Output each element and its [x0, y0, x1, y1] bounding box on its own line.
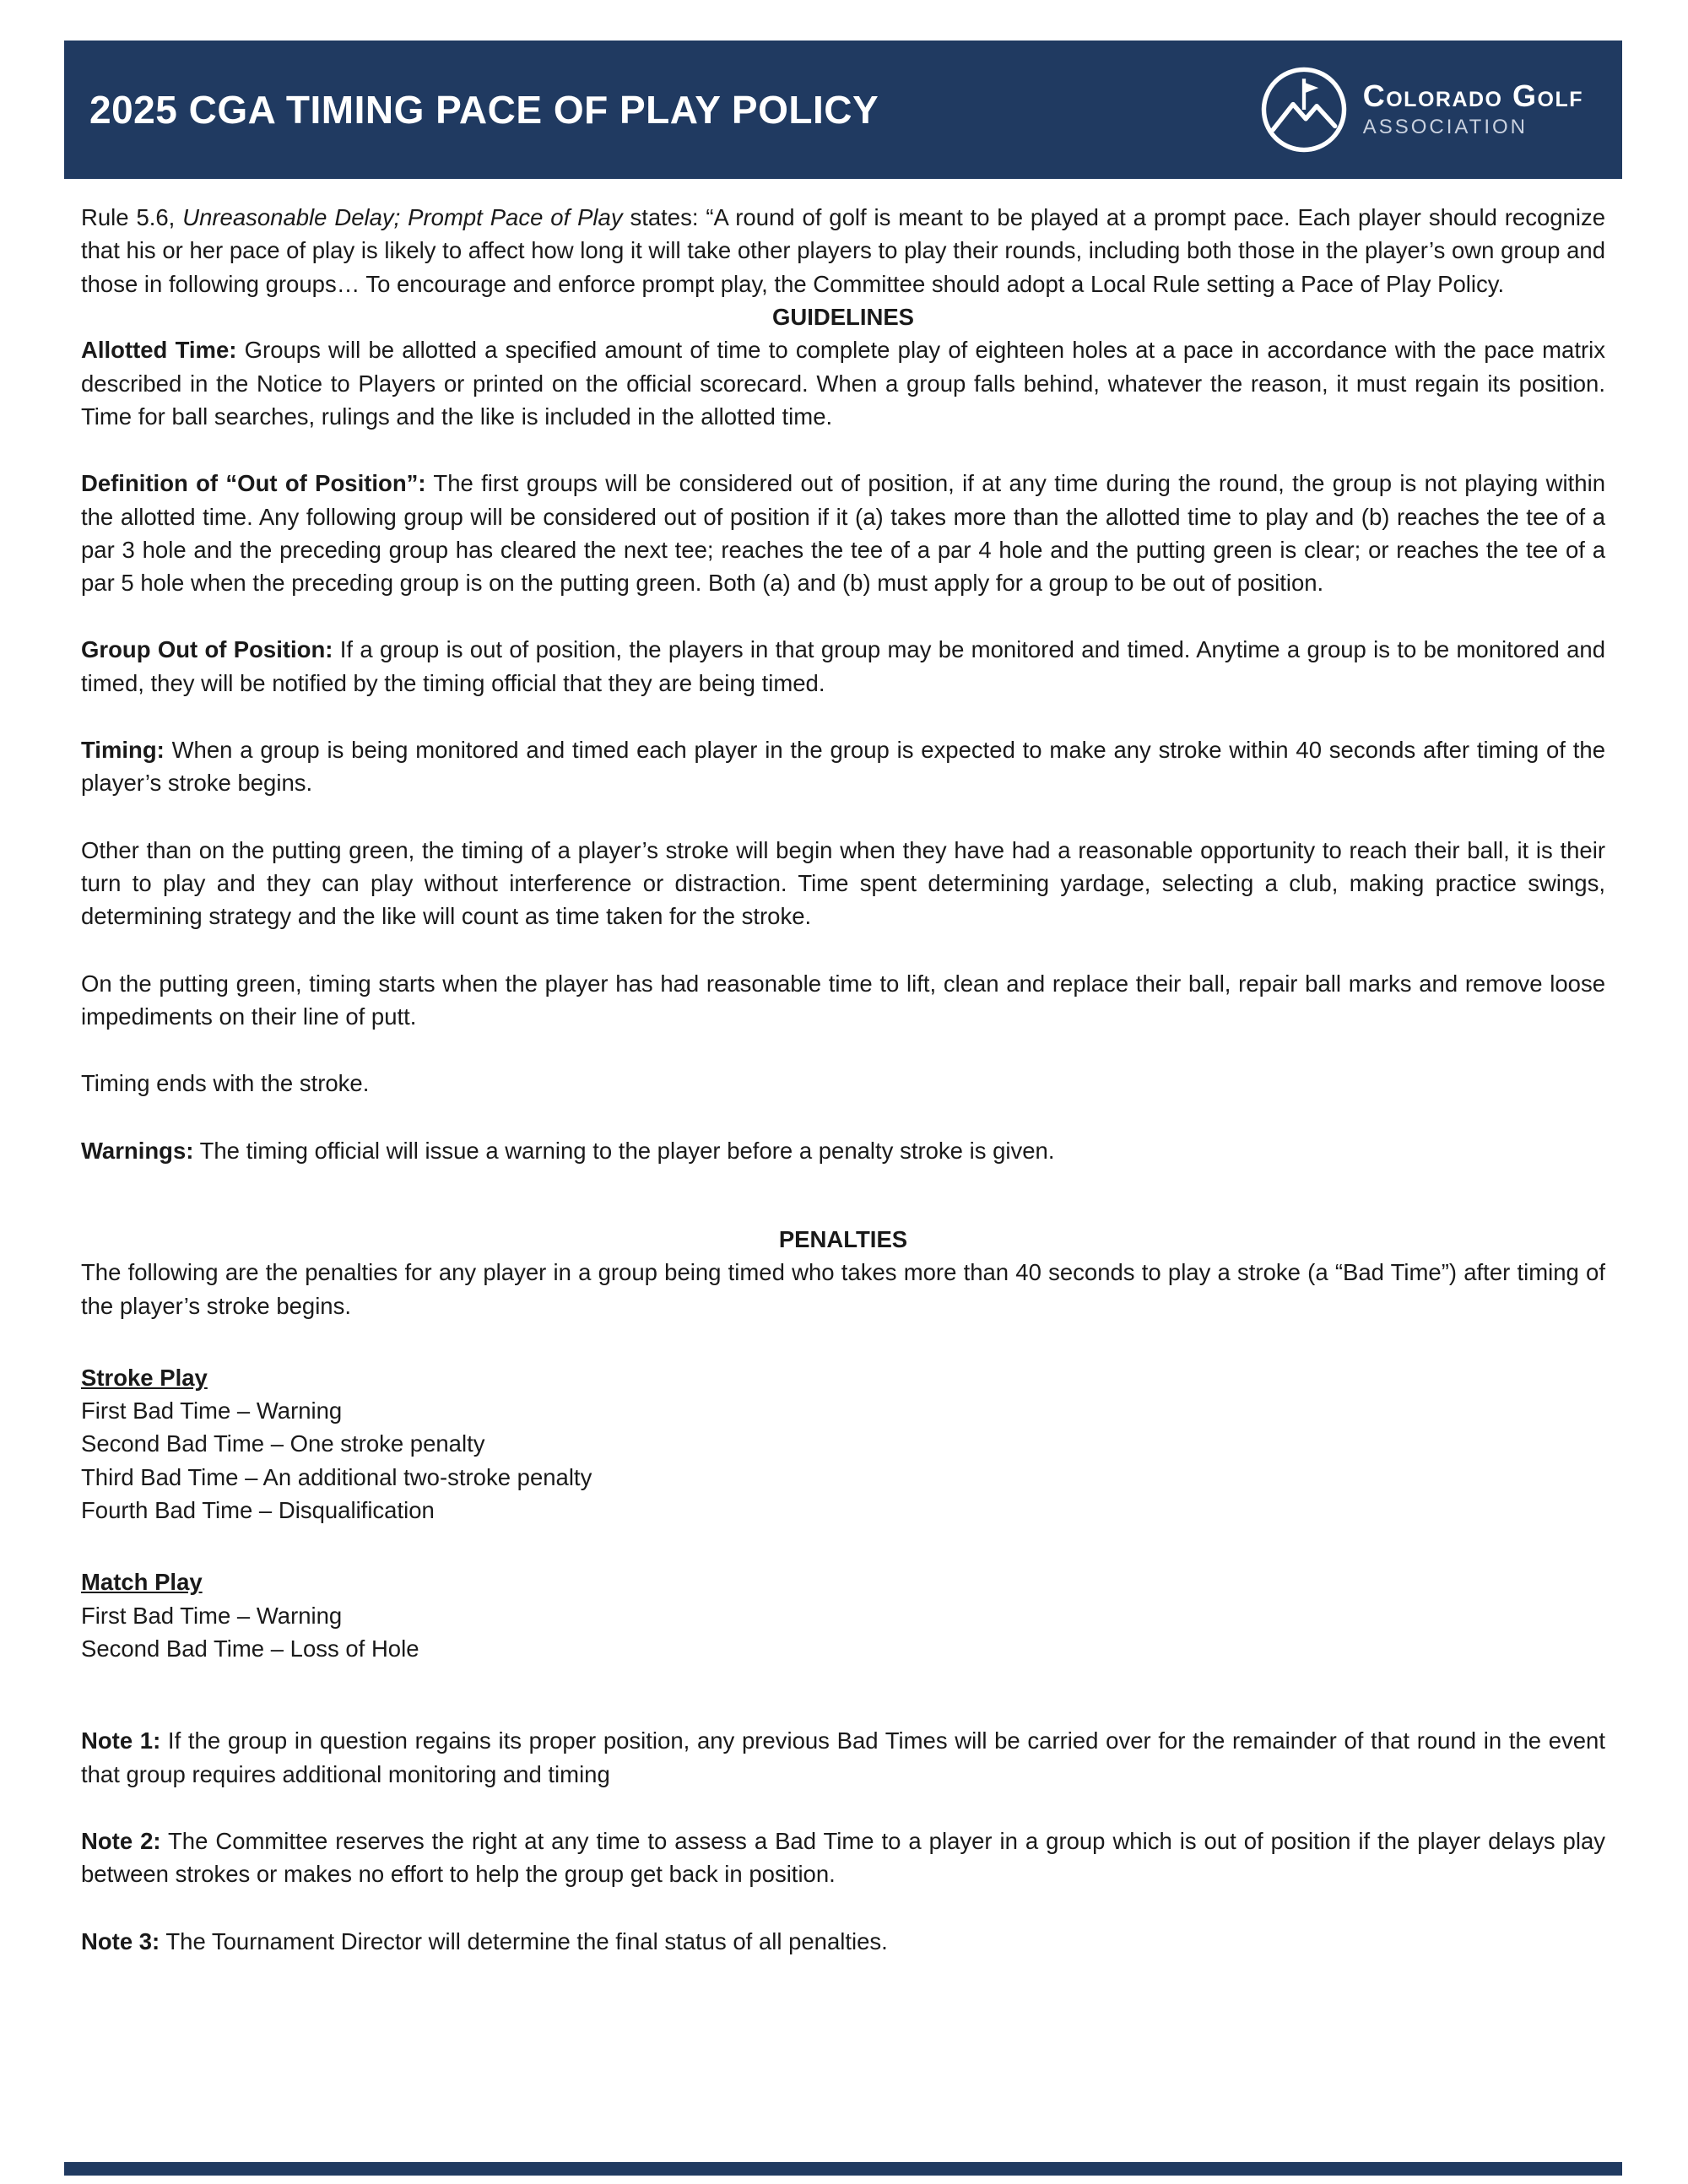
- page-title: 2025 CGA TIMING PACE OF PLAY POLICY: [89, 88, 879, 132]
- penalties-intro-paragraph: The following are the penalties for any player in a group being timed who takes more than 40 seconds to play a stroke (a “Bad Time”) after timing of the player’s stroke begins.: [81, 1259, 1605, 1319]
- warnings-label: Warnings:: [81, 1137, 194, 1164]
- note-2-paragraph: Note 2: The Committee reserves the right at any time to assess a Bad Time to a player in a group which is out of position if the player delays play between strokes or makes no effort to help the group get back in position.: [81, 1827, 1606, 1888]
- guidelines-heading: GUIDELINES: [771, 303, 915, 330]
- timing-putting-green-paragraph: On the putting green, timing starts when the player has had reasonable time to lift, clean and replace their ball, repair ball marks and remove loose impediments on their line of putt.: [81, 970, 1605, 1030]
- logo-text: [1363, 80, 1583, 139]
- warnings-paragraph: Warnings: The timing official will issue a warning to the player before a penalty stroke is given.: [81, 1137, 1055, 1164]
- penalty-item: First Bad Time – Warning: [81, 1602, 343, 1629]
- intro-rule-name: Unreasonable Delay; Prompt Pace of Play: [182, 204, 623, 230]
- match-play-heading: Match Play: [81, 1569, 203, 1596]
- footer-bar: [64, 2162, 1622, 2176]
- document-body: [81, 201, 1605, 1992]
- cga-logo: [1258, 64, 1583, 155]
- stroke-play-section: [81, 1361, 1605, 1527]
- note-3-label: Note 3:: [81, 1927, 160, 1954]
- stroke-play-heading: Stroke Play: [81, 1364, 208, 1391]
- intro-rest: states: “A round of golf is meant to be played at a prompt pace. Each player should recognize that his or her pace of play is likely to affect how long it will take other players to play their rounds, including both those in the player’s own group and those in following groups… To encourage and enforce prompt play, the Committee should adopt a Local Rule setting a Pace of Play Policy.: [81, 204, 1605, 297]
- allotted-time-label: Allotted Time:: [81, 337, 237, 364]
- group-out-of-position-paragraph: Group Out of Position: If a group is out of position, the players in that group may be monitored and timed. Anytime a group is to be monitored and timed, they will be notified by the timing official that they are being timed.: [81, 636, 1606, 696]
- cga-mountain-circle-icon: [1258, 64, 1350, 155]
- notes-section: [81, 1724, 1605, 1958]
- out-of-position-label: Definition of “Out of Position”:: [81, 470, 426, 497]
- note-2-label: Note 2:: [81, 1827, 161, 1854]
- penalty-item: Third Bad Time – An additional two-stroke penalty: [81, 1463, 592, 1490]
- timing-label: Timing:: [81, 737, 165, 764]
- timing-ends-paragraph: Timing ends with the stroke.: [81, 1070, 370, 1097]
- timing-paragraph: Timing: When a group is being monitored and timed each player in the group is expected to make any stroke within 40 seconds after timing of the player’s stroke begins.: [81, 737, 1605, 797]
- note-1-paragraph: Note 1: If the group in question regains its proper position, any previous Bad Times will be carried over for the remainder of that round in the event that group requires additional monitoring and timing: [81, 1727, 1605, 1787]
- group-out-of-position-label: Group Out of Position:: [81, 636, 333, 663]
- penalty-item: Second Bad Time – One stroke penalty: [81, 1430, 485, 1457]
- note-1-label: Note 1:: [81, 1727, 161, 1754]
- timing-off-green-paragraph: Other than on the putting green, the timing of a player’s stroke will begin when they have had a reasonable opportunity to reach their ball, it is their turn to play and they can play without interference or distraction. Time spent determining yardage, selecting a club, making practice swings, determining strategy and the like will count as time taken for the stroke.: [81, 836, 1605, 930]
- out-of-position-definition-paragraph: Definition of “Out of Position”: The first groups will be considered out of position, if at any time during the round, the group is not playing within the allotted time. Any following group will be considered out of position if it (a) takes more than the allotted time to play and (b) reaches the tee of a par 3 hole and the preceding group has cleared the next tee; reaches the tee of a par 4 hole and the putting green is clear; or reaches the tee of a par 5 hole when the preceding group is on the putting green. Both (a) and (b) must apply for a group to be out of position.: [81, 470, 1605, 597]
- intro-paragraph: [81, 201, 1605, 300]
- penalty-item: First Bad Time – Warning: [81, 1397, 343, 1424]
- note-3-paragraph: Note 3: The Tournament Director will determine the final status of all penalties.: [81, 1927, 888, 1954]
- penalties-heading: PENALTIES: [778, 1225, 908, 1252]
- logo-subtitle: ASSOCIATION: [1362, 115, 1528, 138]
- intro-prefix: Rule 5.6,: [81, 204, 183, 230]
- penalty-item: Second Bad Time – Loss of Hole: [81, 1635, 419, 1662]
- header-bar: [64, 41, 1622, 179]
- penalty-item: Fourth Bad Time – Disqualification: [81, 1497, 435, 1524]
- match-play-section: [81, 1565, 1605, 1665]
- logo-name: Colorado Golf: [1362, 78, 1583, 114]
- allotted-time-paragraph: Allotted Time: Groups will be allotted a specified amount of time to complete play of eighteen holes at a pace in accordance with the pace matrix described in the Notice to Players or printed on the official scorecard. When a group falls behind, whatever the reason, it must regain its position. Time for ball searches, rulings and the like is included in the allotted time.: [81, 337, 1605, 430]
